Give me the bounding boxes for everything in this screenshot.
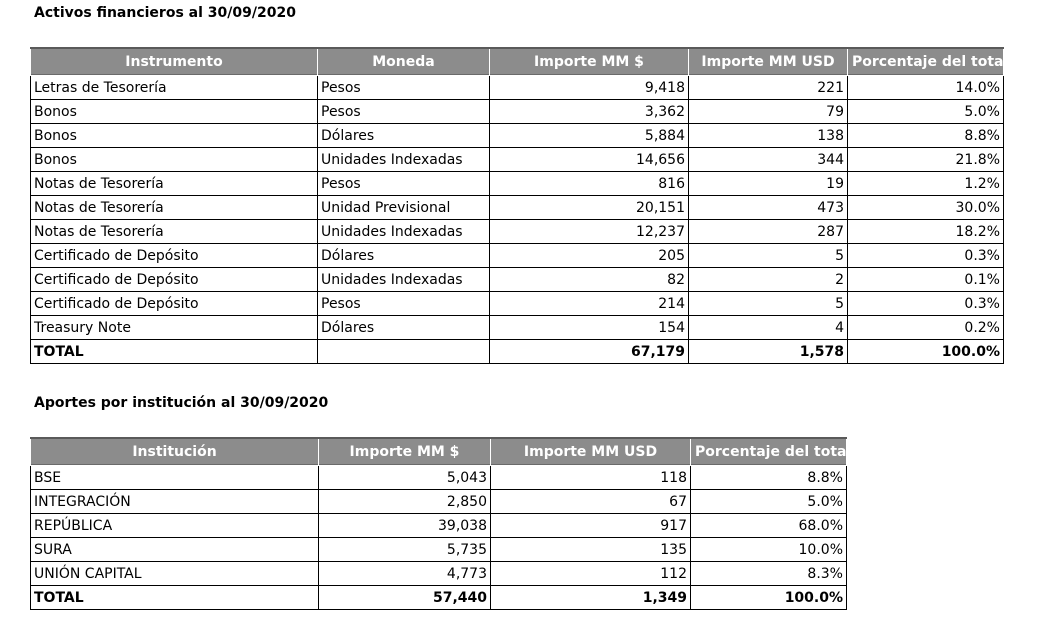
table-cell: 135 (491, 538, 691, 562)
table-cell: 112 (491, 562, 691, 586)
table-row (31, 220, 1004, 244)
table-cell: TOTAL (31, 586, 319, 610)
table-cell: 1.2% (848, 172, 1004, 196)
table-cell: Unidades Indexadas (318, 148, 490, 172)
table-cell: 5.0% (691, 490, 847, 514)
table-cell: 5 (689, 244, 848, 268)
table-cell: 205 (490, 244, 689, 268)
table-cell: 473 (689, 196, 848, 220)
table-row (31, 562, 847, 586)
column-header-porcentaje: Porcentaje del total (848, 48, 1004, 76)
table-cell: Dólares (318, 124, 490, 148)
table-cell: 82 (490, 268, 689, 292)
column-header-porcentaje: Porcentaje del total (691, 438, 847, 466)
column-header-moneda: Moneda (318, 48, 490, 76)
table-cell: Certificado de Depósito (31, 244, 318, 268)
table-cell: Unidad Previsional (318, 196, 490, 220)
table-cell: 138 (689, 124, 848, 148)
table-cell: 20,151 (490, 196, 689, 220)
table-row (31, 124, 1004, 148)
table-cell: 2,850 (319, 490, 491, 514)
table-cell: 8.8% (848, 124, 1004, 148)
table-cell: 5,043 (319, 466, 491, 490)
table-row (31, 172, 1004, 196)
table-cell: Notas de Tesorería (31, 196, 318, 220)
table-cell: 57,440 (319, 586, 491, 610)
table-cell: 14.0% (848, 76, 1004, 100)
total-row (31, 340, 1004, 364)
table-row (31, 76, 1004, 100)
table-row (31, 514, 847, 538)
column-header-importe-pesos: Importe MM $ (490, 48, 689, 76)
table-cell: 100.0% (848, 340, 1004, 364)
table-cell: 67,179 (490, 340, 689, 364)
table-cell: 1,349 (491, 586, 691, 610)
table-cell: Bonos (31, 124, 318, 148)
column-header-importe-usd: Importe MM USD (689, 48, 848, 76)
table-row (31, 244, 1004, 268)
table-cell: Pesos (318, 76, 490, 100)
table-row (31, 316, 1004, 340)
table-cell: 8.8% (691, 466, 847, 490)
table-cell: 214 (490, 292, 689, 316)
column-header-importe-pesos: Importe MM $ (319, 438, 491, 466)
table-cell: Certificado de Depósito (31, 292, 318, 316)
table-cell: 344 (689, 148, 848, 172)
table-cell: 0.2% (848, 316, 1004, 340)
table2-title: Aportes por institución al 30/09/2020 (34, 395, 329, 411)
table-cell (318, 340, 490, 364)
table-cell: 14,656 (490, 148, 689, 172)
table-cell: SURA (31, 538, 319, 562)
table-row (31, 490, 847, 514)
table-cell: 118 (491, 466, 691, 490)
table1-title: Activos financieros al 30/09/2020 (34, 5, 296, 21)
table-cell: Pesos (318, 100, 490, 124)
table-cell: Unidades Indexadas (318, 268, 490, 292)
table-cell: Pesos (318, 172, 490, 196)
table-row (31, 196, 1004, 220)
table-cell: 917 (491, 514, 691, 538)
table-cell: BSE (31, 466, 319, 490)
table-row (31, 268, 1004, 292)
table-cell: 2 (689, 268, 848, 292)
table-cell: 67 (491, 490, 691, 514)
table-cell: 0.3% (848, 292, 1004, 316)
table-cell: Treasury Note (31, 316, 318, 340)
table-cell: 10.0% (691, 538, 847, 562)
table-cell: 3,362 (490, 100, 689, 124)
table-cell: 39,038 (319, 514, 491, 538)
financial-assets-table (30, 47, 1009, 364)
table2-body (31, 466, 847, 610)
table-header-row (31, 48, 1004, 76)
table-cell: Notas de Tesorería (31, 220, 318, 244)
table-cell: 4 (689, 316, 848, 340)
table-cell: 12,237 (490, 220, 689, 244)
column-header-importe-usd: Importe MM USD (491, 438, 691, 466)
table-cell: 68.0% (691, 514, 847, 538)
table-cell: 1,578 (689, 340, 848, 364)
table-cell: Dólares (318, 316, 490, 340)
table-cell: 5,884 (490, 124, 689, 148)
table-cell: 30.0% (848, 196, 1004, 220)
table-cell: Pesos (318, 292, 490, 316)
institution-contributions-table (30, 437, 852, 610)
table-row (31, 100, 1004, 124)
table-cell: 0.1% (848, 268, 1004, 292)
table-cell: REPÚBLICA (31, 514, 319, 538)
table-cell: INTEGRACIÓN (31, 490, 319, 514)
table-cell: 21.8% (848, 148, 1004, 172)
table-row (31, 292, 1004, 316)
table-cell: 100.0% (691, 586, 847, 610)
table1-body (31, 76, 1004, 364)
total-row (31, 586, 847, 610)
table-cell: 4,773 (319, 562, 491, 586)
table-cell: TOTAL (31, 340, 318, 364)
column-header-institucion: Institución (31, 438, 319, 466)
table-row (31, 148, 1004, 172)
table-cell: Unidades Indexadas (318, 220, 490, 244)
table-header-row (31, 438, 847, 466)
table-cell: 816 (490, 172, 689, 196)
table-cell: Bonos (31, 100, 318, 124)
column-header-instrumento: Instrumento (31, 48, 318, 76)
table-cell: 19 (689, 172, 848, 196)
table-cell: Letras de Tesorería (31, 76, 318, 100)
table-cell: UNIÓN CAPITAL (31, 562, 319, 586)
table-cell: 8.3% (691, 562, 847, 586)
table-cell: 154 (490, 316, 689, 340)
table-cell: Bonos (31, 148, 318, 172)
table-cell: 0.3% (848, 244, 1004, 268)
table-row (31, 466, 847, 490)
table-cell: Notas de Tesorería (31, 172, 318, 196)
table-cell: 287 (689, 220, 848, 244)
table-row (31, 538, 847, 562)
table-cell: 5 (689, 292, 848, 316)
table-cell: Dólares (318, 244, 490, 268)
table-cell: 5,735 (319, 538, 491, 562)
table-cell: 18.2% (848, 220, 1004, 244)
table-cell: 5.0% (848, 100, 1004, 124)
table-cell: 221 (689, 76, 848, 100)
table-cell: 79 (689, 100, 848, 124)
table-cell: Certificado de Depósito (31, 268, 318, 292)
table-cell: 9,418 (490, 76, 689, 100)
